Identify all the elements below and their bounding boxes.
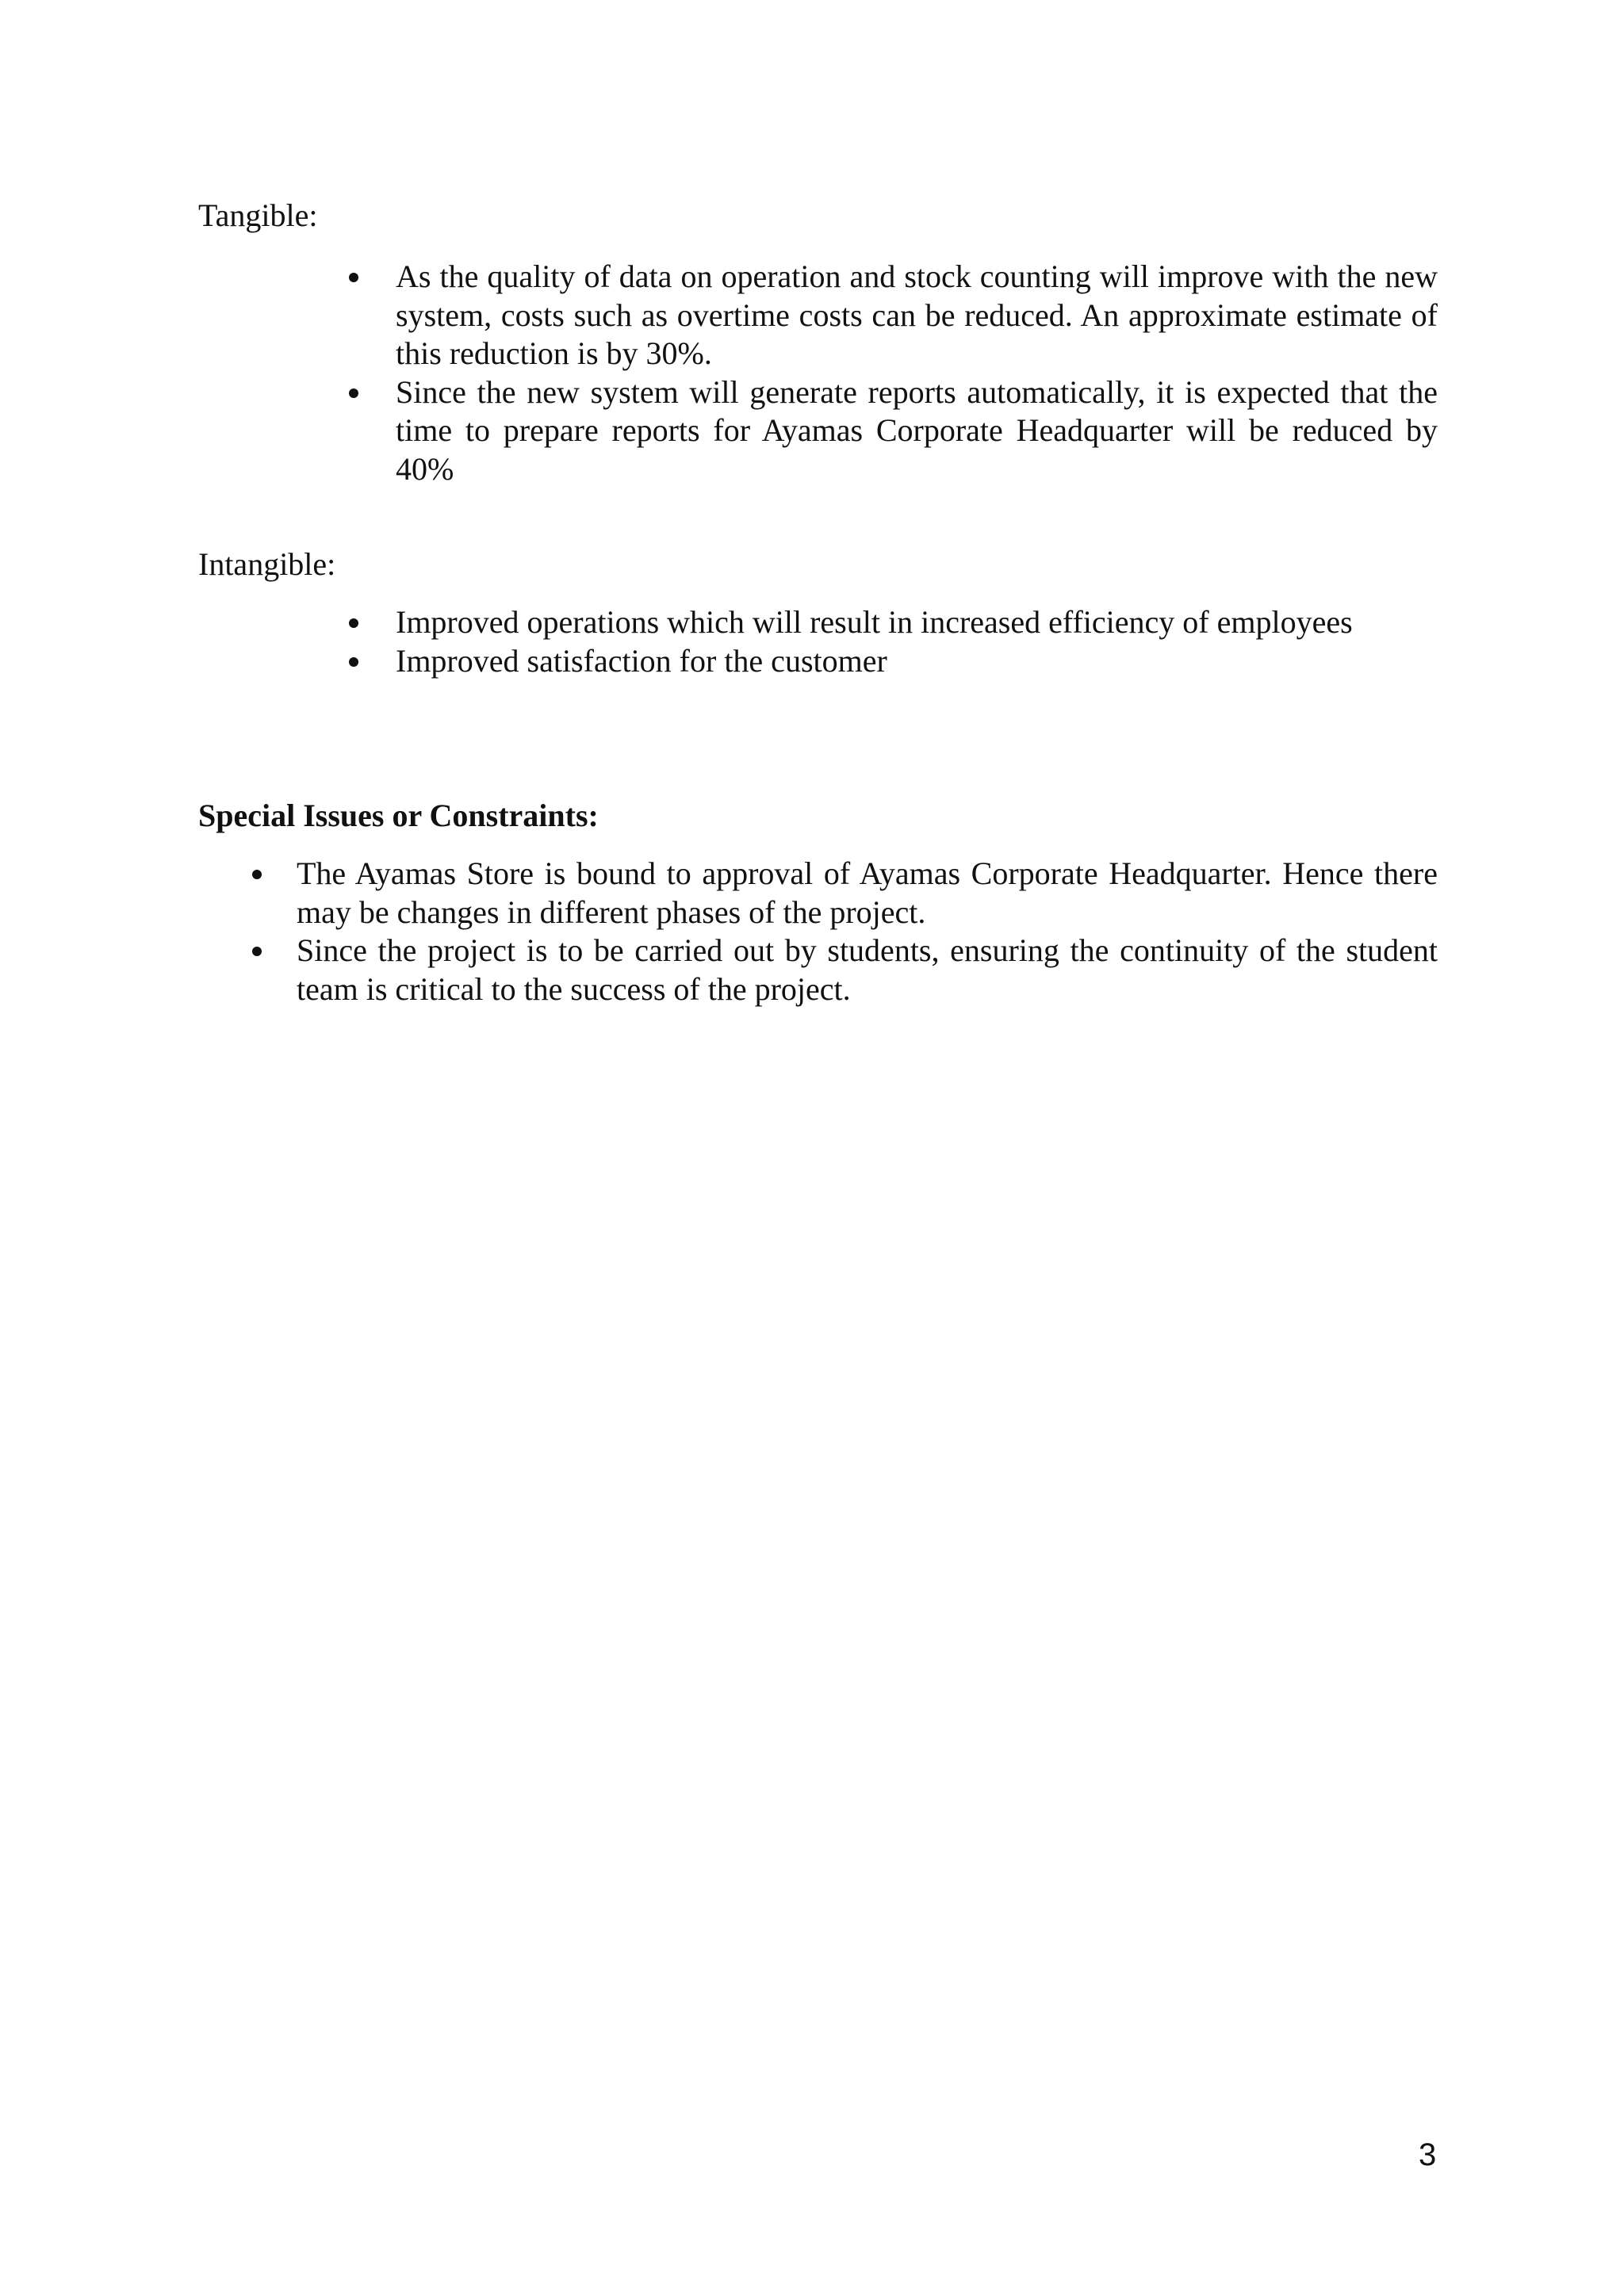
list-item-text: Improved operations which will result in increased efficiency of employees <box>396 604 1353 640</box>
bullet-icon <box>349 388 358 398</box>
list-item <box>396 603 1506 642</box>
special-issues-list <box>297 855 1438 1008</box>
bullet-icon <box>349 618 358 628</box>
intangible-benefits-list <box>396 603 1506 680</box>
list-item-text: The Ayamas Store is bound to approval of Ayamas Corporate Headquarter. Hence there may be changes in different phases of the project. <box>297 855 1438 930</box>
list-item-text: Since the project is to be carried out by students, ensuring the continuity of the student team is critical to the success of the project. <box>297 932 1438 1007</box>
list-item <box>297 855 1438 932</box>
intangible-label: Intangible: <box>198 546 336 582</box>
bullet-icon <box>349 657 358 667</box>
list-item <box>396 642 1506 681</box>
special-issues-heading: Special Issues or Constraints: <box>198 798 599 833</box>
list-item-text: Since the new system will generate reports automatically, it is expected that the time to prepare reports for Ayamas Corporate Headquarter will be reduced by 40% <box>396 373 1438 487</box>
list-item <box>297 932 1438 1008</box>
list-item <box>396 373 1438 489</box>
list-item-text: Improved satisfaction for the customer <box>396 642 887 679</box>
tangible-label: Tangible: <box>198 197 318 233</box>
bullet-icon <box>349 273 358 282</box>
bullet-icon <box>252 947 262 956</box>
bullet-icon <box>252 870 262 879</box>
list-item <box>396 258 1438 373</box>
tangible-benefits-list <box>396 258 1438 488</box>
list-item-text: As the quality of data on operation and stock counting will improve with the new system, costs such as overtime costs can be reduced. An approximate estimate of this reduction is by 30%. <box>396 258 1438 371</box>
page-number: 3 <box>1419 2137 1437 2172</box>
